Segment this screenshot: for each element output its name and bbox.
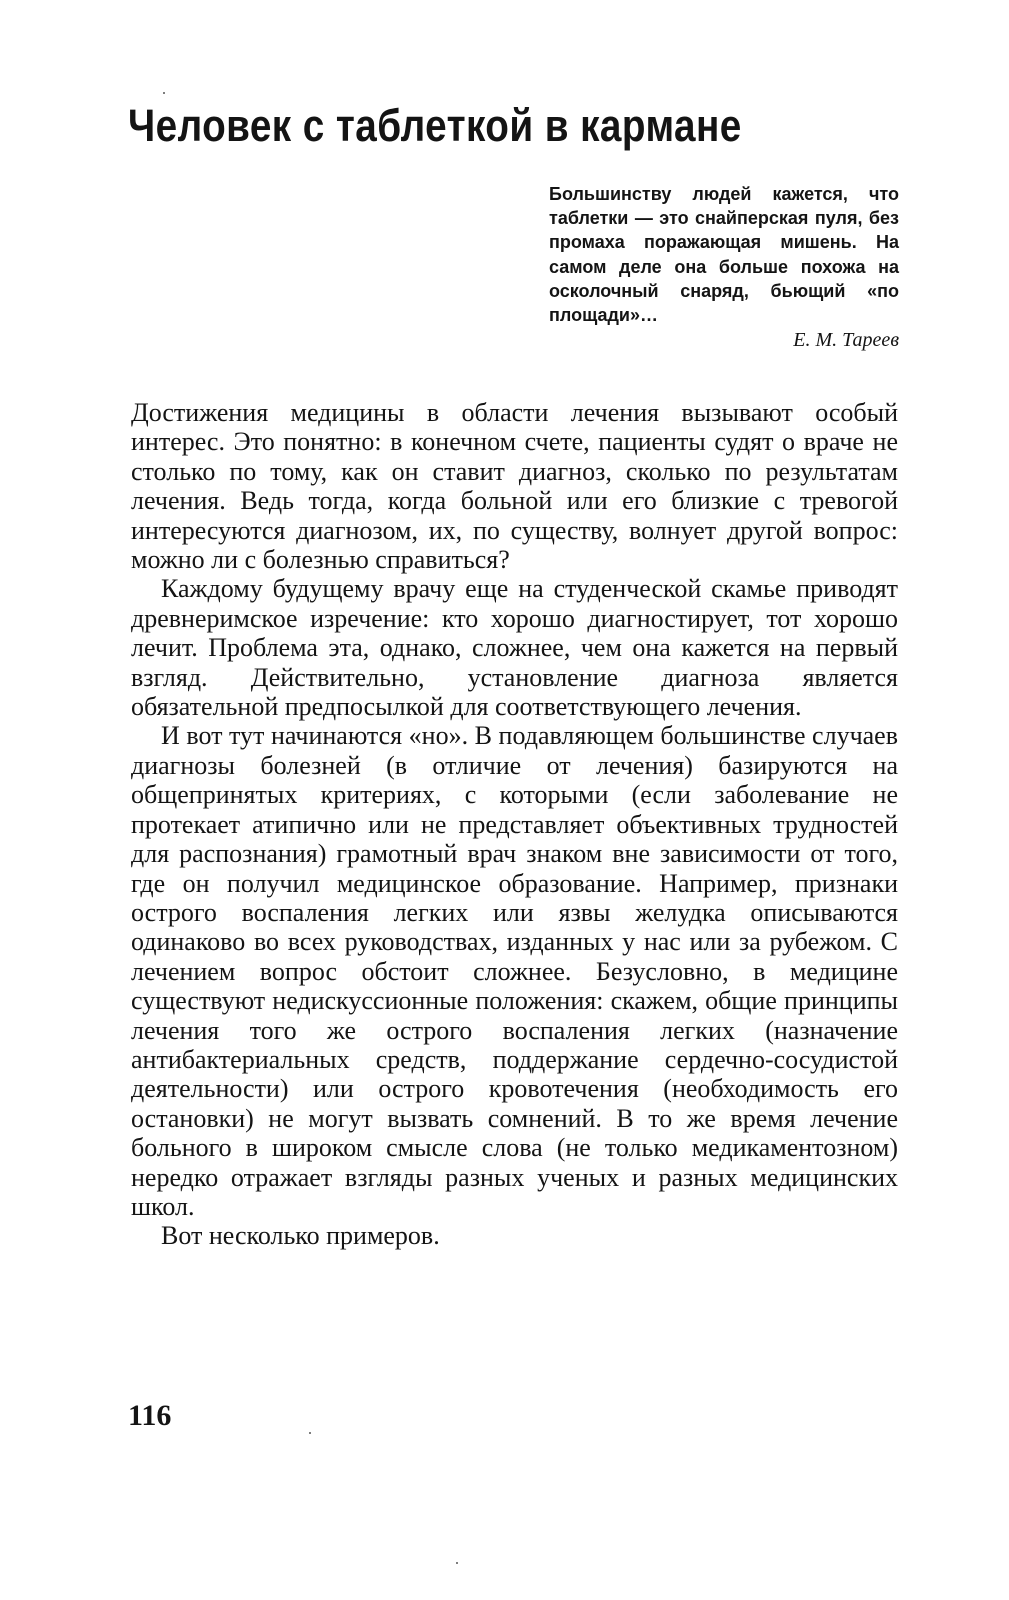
epigraph-author: Е. М. Тареев: [793, 329, 899, 352]
chapter-title: Человек с таблеткой в кармане: [128, 100, 742, 151]
epigraph-quote: Большинству людей кажется, что таблетки — это снайперская пуля, без промаха поражающая мишень. На самом деле она больше похожа на осколочный снаряд, бьющий «по площади»…: [549, 184, 899, 326]
paragraph: Каждому будущему врачу еще на студенческой скамье приводят древнеримское изречение: кто хорошо диагностирует, тот хорошо лечит. Проблема эта, однако, сложнее, чем она кажется на первый взгляд. Действительно, установление диагноза является обязательной предпосылкой для соответствующего лечения.: [131, 574, 898, 722]
print-speck: [309, 1432, 311, 1434]
epigraph: [549, 182, 899, 352]
page-number: 116: [128, 1399, 172, 1432]
body-text: [131, 398, 898, 1251]
paragraph: Вот несколько примеров.: [161, 1221, 440, 1251]
print-speck: [163, 92, 165, 94]
paragraph: И вот тут начинаются «но». В подавляющем большинстве случаев диагнозы болезней (в отличие от лечения) базируются на общепринятых критериях, с которыми (если заболевание не протекает атипично или не представляет объективных трудностей для распознания) грамотный врач знаком вне зависимости от того, где он получил медицинское образование. Например, признаки острого воспаления легких или язвы желудка описываются одинаково во всех руководствах, изданных у нас или за рубежом. С лечением вопрос обстоит сложнее. Безусловно, в медицине существуют недискуссионные положения: скажем, общие принципы лечения того же острого воспаления легких (назначение антибактериальных средств, поддержание сердечно-сосудистой деятельности) или острого кровотечения (необходимость его остановки) не могут вызвать сомнений. В то же время лечение больного в широком смысле слова (не только медикаментозном) нередко отражает взгляды разных ученых и разных медицинских школ.: [131, 721, 898, 1221]
print-speck: [456, 1562, 458, 1564]
paragraph: Достижения медицины в области лечения вызывают особый интерес. Это понятно: в конечном счете, пациенты судят о враче не столько по тому, как он ставит диагноз, сколько по результатам лечения. Ведь тогда, когда больной или его близкие с тревогой интересуются диагнозом, их, по существу, волнует другой вопрос: можно ли с болезнью справиться?: [131, 398, 898, 575]
